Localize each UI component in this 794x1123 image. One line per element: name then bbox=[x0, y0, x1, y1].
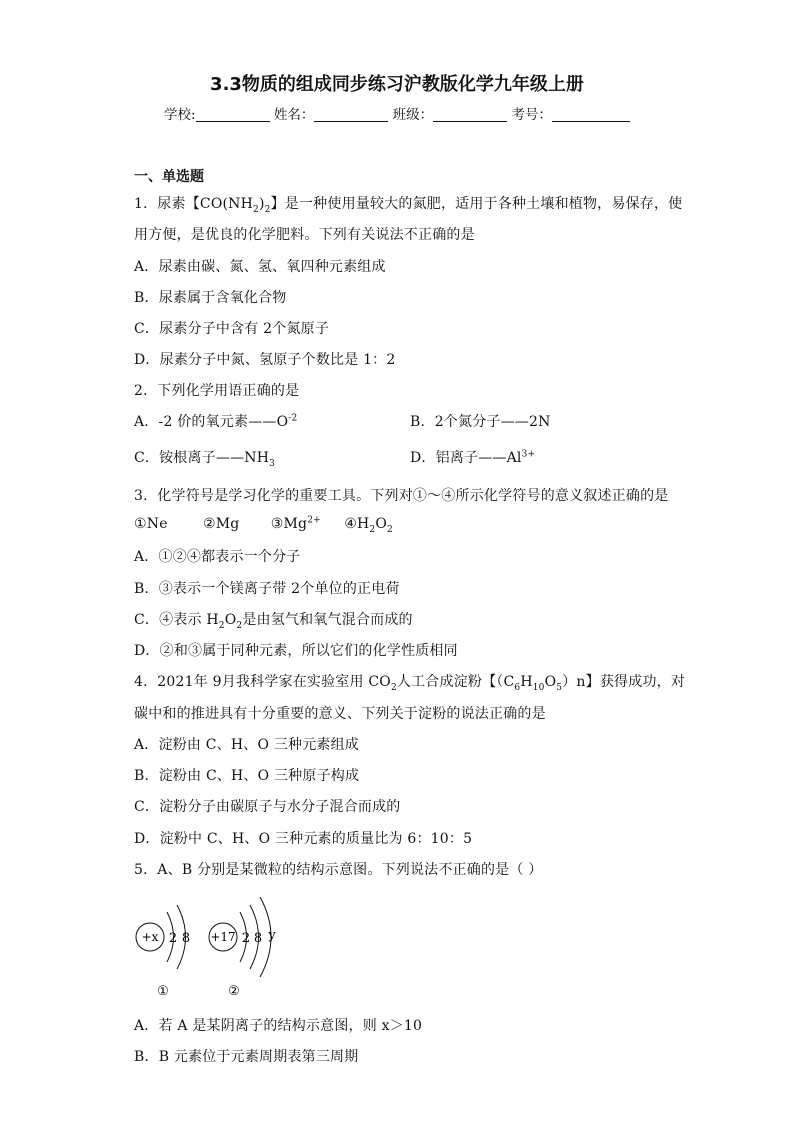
q2-option-d: D．铝离子$——Al^{3+}$ bbox=[410, 449, 536, 466]
q3-option-d: D．②和③属于同种元素，所以它们的化学性质相同 bbox=[134, 643, 458, 659]
school-blank[interactable] bbox=[196, 107, 270, 122]
q1-stem-line1: 1．尿素【$CO(NH_2)_2$】是一种使用量较大的氮肥，适用于各种土壤和植物，易保存，使 bbox=[134, 196, 683, 215]
q3-symbol-2: ②Mg bbox=[203, 516, 240, 532]
q5-option-b: B．B 元素位于元素周期表第三周期 bbox=[134, 1049, 359, 1065]
class-label: 班级： bbox=[392, 107, 434, 123]
q4-option-c: C．淀粉分子由碳原子与水分子混合而成的 bbox=[134, 799, 401, 815]
electron-count-2-1: 2 bbox=[241, 931, 251, 946]
q5-option-a: A．若 A 是某阴离子的结构示意图，则 x＞10 bbox=[134, 1018, 423, 1034]
q4-option-d: D．淀粉中 C、H、O 三种元素的质量比为 6：10：5 bbox=[134, 831, 473, 847]
school-label: 学校: bbox=[164, 107, 196, 123]
q4-option-a: A．淀粉由 C、H、O 三种元素组成 bbox=[134, 737, 360, 753]
id-blank[interactable] bbox=[552, 107, 630, 122]
q3-stem: 3．化学符号是学习化学的重要工具。下列对①～④所示化学符号的意义叙述正确的是 bbox=[134, 488, 669, 504]
q3-option-c: C．④表示 $H_2O_2$是由氢气和氧气混合而成的 bbox=[134, 612, 413, 631]
structure-diagram-1 bbox=[136, 905, 190, 999]
electron-count-2-2: 8 bbox=[253, 931, 263, 946]
student-info-line bbox=[0, 103, 794, 123]
q3-option-a: A．①②④都表示一个分子 bbox=[134, 549, 301, 565]
diagram-label-1: ① bbox=[157, 984, 169, 999]
nucleus-label-2: +17 bbox=[210, 930, 236, 944]
q2-option-b: B．2个氮分子——2N bbox=[410, 414, 551, 430]
q1-option-d: D．尿素分子中氮、氢原子个数比是 1：2 bbox=[134, 352, 396, 368]
q5-stem: 5．A、B 分别是某微粒的结构示意图。下列说法不正确的是（ ） bbox=[134, 862, 543, 878]
q1-option-c: C．尿素分子中含有 2个氮原子 bbox=[134, 321, 330, 337]
document-title: 3.3物质的组成同步练习沪教版化学九年级上册 bbox=[210, 74, 584, 95]
q2-option-c: C．铵根离子$——NH_3$ bbox=[134, 450, 276, 469]
structure-diagram-2 bbox=[209, 897, 276, 999]
q4-stem-line2: 碳中和的推进具有十分重要的意义、下列关于淀粉的说法正确的是 bbox=[134, 706, 546, 722]
section-heading: 一、单选题 bbox=[134, 169, 204, 185]
name-label: 姓名： bbox=[273, 107, 315, 123]
electron-count-1-2: 8 bbox=[181, 931, 191, 946]
q1-option-b: B．尿素属于含氧化合物 bbox=[134, 290, 287, 306]
q4-stem-line1: 4．2021年 9月我科学家在实验室用 $CO_2$人工合成淀粉【$(C_6H_{10}O_5)n$】获得成功，对 bbox=[134, 674, 686, 693]
q3-symbol-4: $④H_2O_2$ bbox=[344, 516, 393, 535]
electron-count-1-1: 2 bbox=[168, 931, 178, 946]
q3-symbol-1: ①Ne bbox=[134, 516, 168, 532]
q1-stem-line2: 用方便，是优良的化学肥料。下列有关说法不正确的是 bbox=[134, 227, 475, 243]
atomic-structure-diagram bbox=[130, 885, 300, 1005]
q1-option-a: A．尿素由碳、氮、氢、氧四种元素组成 bbox=[134, 259, 386, 275]
q3-symbol-3: $③Mg^{2+}$ bbox=[270, 515, 321, 532]
nucleus-label-1: +x bbox=[141, 930, 159, 944]
name-blank[interactable] bbox=[314, 107, 388, 122]
id-label: 考号： bbox=[511, 107, 552, 123]
q4-option-b: B．淀粉由 C、H、O 三种原子构成 bbox=[134, 768, 360, 784]
electron-count-2-3: y bbox=[268, 928, 276, 943]
q3-option-b: B．③表示一个镁离子带 2个单位的正电荷 bbox=[134, 581, 400, 597]
q2-option-a: A．-2 价的氧元素$——O^{-2}$ bbox=[134, 413, 298, 430]
diagram-label-2: ② bbox=[228, 984, 240, 999]
class-blank[interactable] bbox=[433, 107, 507, 122]
q3-symbols bbox=[134, 515, 393, 535]
q2-stem: 2．下列化学用语正确的是 bbox=[134, 383, 300, 399]
